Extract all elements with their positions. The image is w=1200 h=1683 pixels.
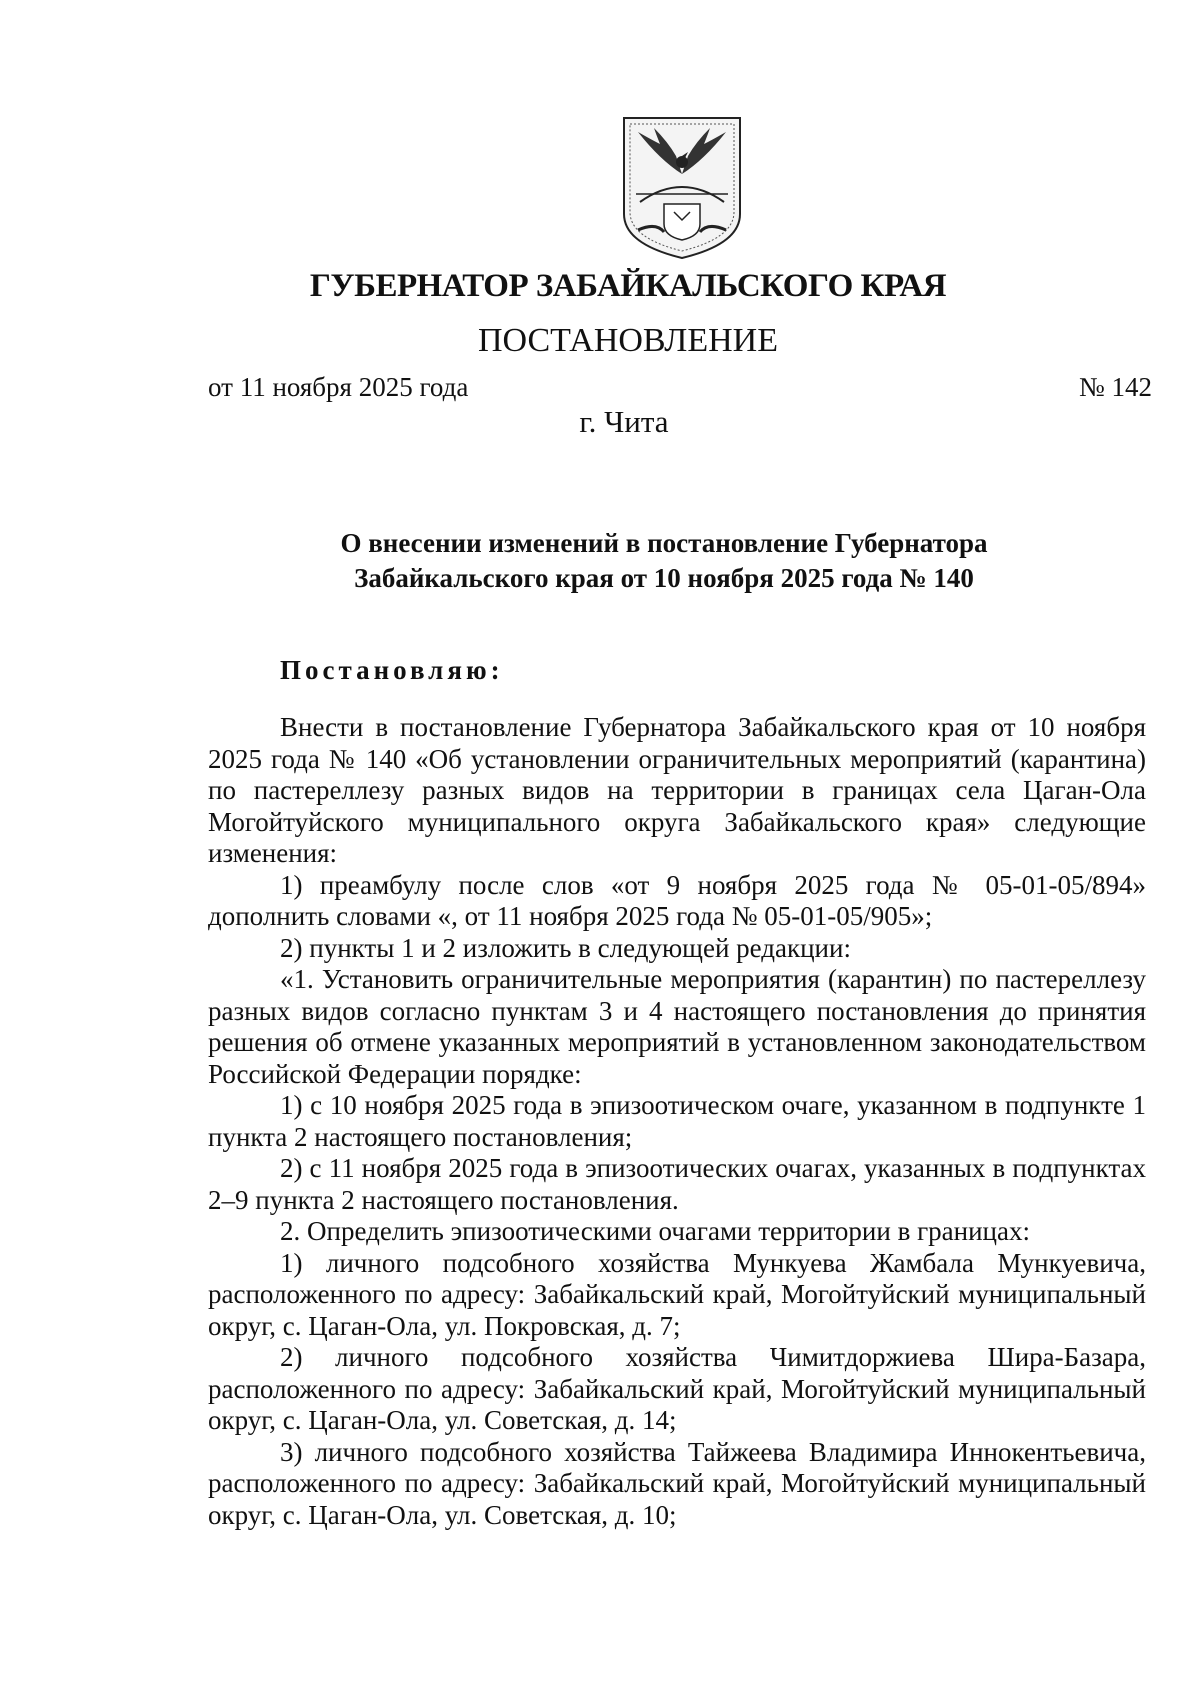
document-body — [208, 712, 1146, 1531]
paragraph: 2. Определить эпизоотическими очагами территории в границах: — [280, 1216, 1030, 1246]
paragraph: 1) личного подсобного хозяйства Мункуева Жамбала Мункуевича, расположенного по адресу: Забайкальский край, Могойтуйский муниципальный округ, с. Цаган-Ола, ул. Покровская, д. 7; — [208, 1247, 1146, 1341]
paragraph: Внести в постановление Губернатора Забайкальского края от 10 ноября 2025 года № 140 «Об установлении ограничительных мероприятий (карантина) по пастереллезу разных видов на территории в границах села Цаган-Ола Могойтуйского муниципального округа Забайкальского края» следующие изменения: — [208, 712, 1146, 868]
paragraph: 2) пункты 1 и 2 изложить в следующей редакции: — [280, 932, 851, 963]
issuing-authority: ГУБЕРНАТОР ЗАБАЙКАЛЬСКОГО КРАЯ — [309, 268, 947, 304]
document-title — [210, 526, 1118, 596]
document-number: № 142 — [1078, 372, 1152, 402]
paragraph: 2) личного подсобного хозяйства Чимитдоржиева Шира-Базара, расположенного по адресу: Забайкальский край, Могойтуйский муниципальный округ, с. Цаган-Ола, ул. Советская, д. 14; — [208, 1342, 1146, 1435]
title-line-2: Забайкальского края от 10 ноября 2025 года № 140 — [354, 563, 974, 593]
coat-of-arms-icon — [616, 112, 748, 262]
paragraph: 3) личного подсобного хозяйства Тайжеева Владимира Иннокентьевича, расположенного по адресу: Забайкальский край, Могойтуйский муниципальный округ, с. Цаган-Ола, ул. Советская, д. 10; — [208, 1436, 1146, 1530]
paragraph: 2) с 11 ноября 2025 года в эпизоотических очагах, указанных в подпунктах 2–9 пункта 2 настоящего постановления. — [208, 1153, 1146, 1215]
paragraph: 1) с 10 ноября 2025 года в эпизоотическом очаге, указанном в подпункте 1 пункта 2 настоящего постановления; — [208, 1090, 1146, 1152]
paragraph: «1. Установить ограничительные мероприятия (карантин) по пастереллезу разных видов согласно пунктам 3 и 4 настоящего постановления до принятия решения об отмене указанных мероприятий в установленном законодательством Российской Федерации порядке: — [208, 964, 1146, 1089]
document-city: г. Чита — [579, 404, 669, 439]
decree-word: Постановляю: — [280, 655, 504, 685]
paragraph: 1) преамбулу после слов «от 9 ноября 2025 года № 05-01-05/894» дополнить словами «, от 11 ноября 2025 года № 05-01-05/905»; — [208, 869, 1146, 931]
document-type: ПОСТАНОВЛЕНИЕ — [477, 322, 779, 359]
document-date: от 11 ноября 2025 года — [208, 372, 469, 402]
title-line-1: О внесении изменений в постановление Губернатора — [340, 528, 988, 558]
